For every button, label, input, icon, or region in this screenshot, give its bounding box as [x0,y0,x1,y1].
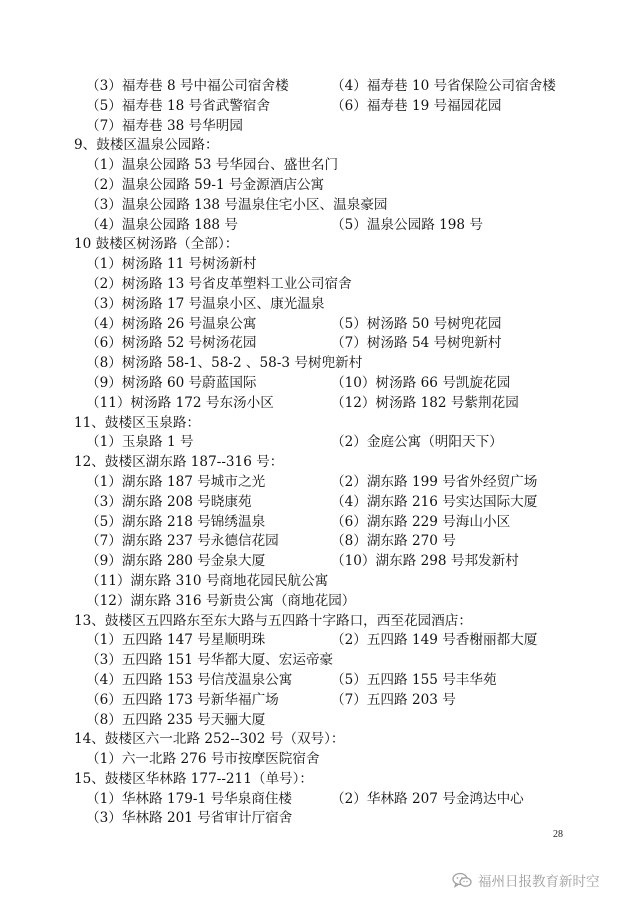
list-item [74,532,574,552]
entry-text: 10 鼓楼区树汤路（全部）： [74,236,239,253]
list-item [74,295,574,315]
entry-text: （12）湖东路 316 号新贵公寓（商地花园） [86,592,356,609]
entry-text: （5）湖东路 218 号锦绣温泉 [86,513,266,530]
entry-text-second-column: （8）湖东路 270 号 [331,533,456,550]
entry-text-second-column: （6）福寿巷 19 号福园花园 [331,97,502,114]
entry-text: （3）福寿巷 8 号中福公司宿舍楼 [86,78,289,94]
entry-text: 14、鼓楼区六一北路 252--302 号（双号）： [74,731,345,748]
list-item [74,117,574,137]
entry-text: 12、鼓楼区湖东路 187--316 号： [74,454,284,471]
entry-text: （3）温泉公园路 138 号温泉住宅小区、温泉豪园 [86,196,388,213]
list-item [74,809,574,829]
entry-text: （1）温泉公园路 53 号华园台、盛世名门 [86,157,339,174]
list-item [74,592,574,612]
list-item [74,77,574,97]
entry-text-second-column: （5）五四路 155 号丰华苑 [331,671,497,688]
list-item [74,334,574,354]
entry-text: （1）树汤路 11 号树汤新村 [86,256,257,273]
section-heading [74,414,574,434]
entry-text: （1）六一北路 276 号市按摩医院宿舍 [86,751,320,768]
entry-text-second-column: （5）树汤路 50 号树兜花园 [331,315,502,332]
entry-text-second-column: （2）金庭公寓（明阳天下） [331,434,503,451]
entry-text-second-column: （7）树汤路 54 号树兜新村 [331,335,502,352]
entry-text-second-column: （12）树汤路 182 号紫荆花园 [331,394,519,411]
entry-text: 11、鼓楼区玉泉路： [74,414,201,431]
entry-text-second-column: （4）福寿巷 10 号省保险公司宿舍楼 [331,78,556,94]
entry-text: 15、鼓楼区华林路 177--211（单号）： [74,770,314,787]
list-item [74,394,574,414]
list-item [74,651,574,671]
entry-text: （1）湖东路 187 号城市之光 [86,473,266,490]
list-item [74,671,574,691]
section-heading [74,770,574,790]
entry-text: 13、鼓楼区五四路东至东大路与五四路十字路口，西至花园酒店： [74,612,472,629]
address-list [74,77,574,829]
entry-text: （3）树汤路 17 号温泉小区、康光温泉 [86,295,325,312]
list-item [74,216,574,236]
list-item [74,711,574,731]
list-item [74,354,574,374]
list-item [74,513,574,533]
page-number: 28 [553,829,563,840]
entry-text: （2）温泉公园路 59-1 号金源酒店公寓 [86,176,325,193]
entry-text: （3）五四路 151 号华都大厦、宏运帝豪 [86,652,334,669]
entry-text-second-column: （10）树汤路 66 号凯旋花园 [331,374,511,391]
list-item [74,493,574,513]
list-item [74,374,574,394]
entry-text: （8）五四路 235 号天骊大厦 [86,711,266,728]
entry-text-second-column: （2）湖东路 199 号省外经贸广场 [331,473,538,490]
list-item [74,97,574,117]
entry-text: （7）福寿巷 38 号华明园 [86,117,243,134]
entry-text: （1）华林路 179-1 号华泉商住楼 [86,790,293,807]
entry-text-second-column: （2）五四路 149 号香榭丽都大厦 [331,632,538,649]
section-heading [74,235,574,255]
entry-text: （1）五四路 147 号星顺明珠 [86,632,266,649]
list-item [74,433,574,453]
entry-text: （8）树汤路 58-1、58-2 、58-3 号树兜新村 [86,355,363,372]
entry-text: （2）树汤路 13 号省皮革塑料工业公司宿舍 [86,275,352,292]
entry-text: （5）福寿巷 18 号省武警宿舍 [86,97,271,114]
entry-text: （11）湖东路 310 号商地花园民航公寓 [86,572,329,589]
entry-text: （3）华林路 201 号省审计厅宿舍 [86,810,293,827]
list-item [74,552,574,572]
entry-text: （4）温泉公园路 188 号 [86,216,238,233]
list-item [74,315,574,335]
list-item [74,790,574,810]
entry-text-second-column: （7）五四路 203 号 [331,691,456,708]
list-item [74,473,574,493]
list-item [74,196,574,216]
entry-text: （3）湖东路 208 号晓康苑 [86,493,252,510]
entry-text: （9）湖东路 280 号金泉大厦 [86,553,266,570]
entry-text: （1）玉泉路 1 号 [86,434,194,451]
entry-text: （6）树汤路 52 号树汤花园 [86,335,257,352]
entry-text: （7）湖东路 237 号永德信花园 [86,533,279,550]
list-item [74,750,574,770]
entry-text-second-column: （10）湖东路 298 号邦发新村 [331,553,519,570]
watermark-text: 福州日报教育新时空 [478,874,600,890]
list-item [74,255,574,275]
entry-text-second-column: （4）湖东路 216 号实达国际大厦 [331,493,538,510]
wechat-icon [452,872,472,888]
section-heading [74,612,574,632]
list-item [74,275,574,295]
list-item [74,156,574,176]
entry-text: （4）五四路 153 号信茂温泉公寓 [86,671,293,688]
watermark [452,870,600,890]
section-heading [74,453,574,473]
entry-text-second-column: （6）湖东路 229 号海山小区 [331,513,511,530]
list-item [74,691,574,711]
entry-text: 9、鼓楼区温泉公园路： [74,137,219,154]
entry-text: （6）五四路 173 号新华福广场 [86,691,279,708]
entry-text: （4）树汤路 26 号温泉公寓 [86,315,257,332]
entry-text: （11）树汤路 172 号东汤小区 [86,394,274,411]
entry-text-second-column: （5）温泉公园路 198 号 [331,216,483,233]
list-item [74,572,574,592]
entry-text: （9）树汤路 60 号蔚蓝国际 [86,374,257,391]
list-item [74,176,574,196]
section-heading [74,730,574,750]
section-heading [74,136,574,156]
list-item [74,631,574,651]
entry-text-second-column: （2）华林路 207 号金鸿达中心 [331,790,524,807]
